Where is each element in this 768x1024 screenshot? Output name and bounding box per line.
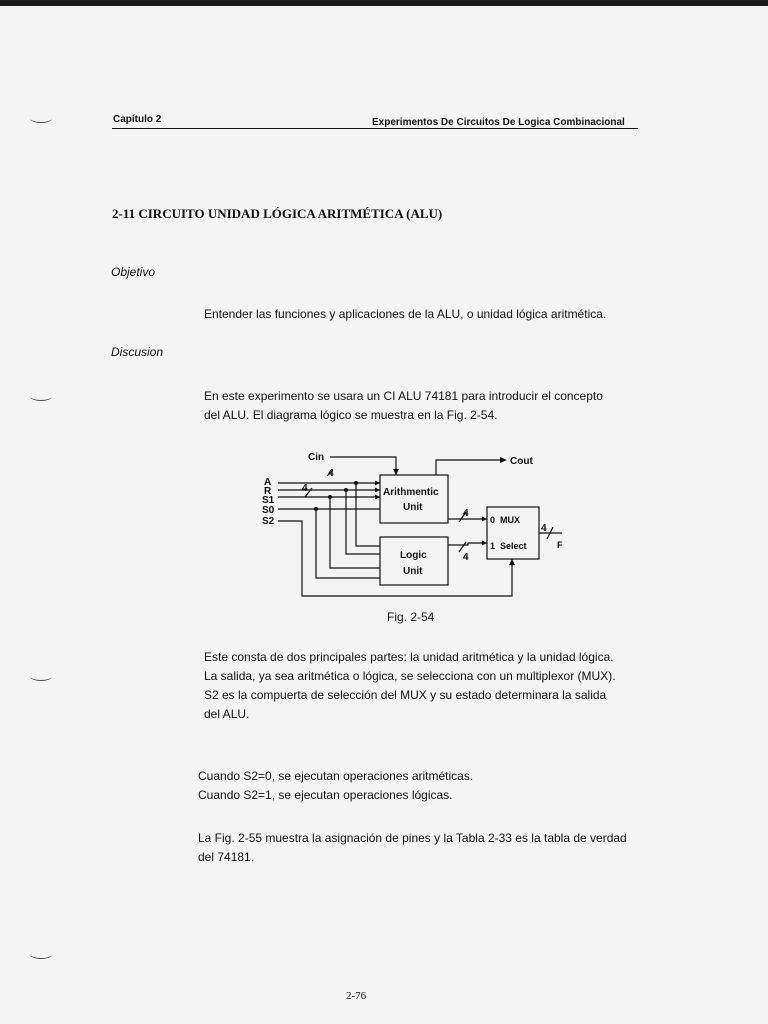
case-line: Cuando S2=1, se ejecutan operaciones lógicas. [198,788,453,802]
case-line: Cuando S2=0, se ejecutan operaciones aritméticas. [198,769,474,783]
input-s2-label: S2 [262,516,275,527]
objetivo-label: Objetivo [111,265,156,279]
mux-input-0-label: 0 MUX [490,515,521,525]
arithmetic-unit-label: Arithmentic [383,487,439,498]
objetivo-text [204,305,634,324]
discusion-line: En este experimento se usara un CI ALU 74181 para introducir el concepto [204,389,603,403]
pin-line: del 74181. [198,850,255,864]
input-s1-label: S1 [262,495,275,506]
cases-paragraph [198,767,628,805]
logic-unit-box [380,537,448,585]
arithmetic-unit-label: Unit [403,502,423,513]
binder-hole-mark [30,950,52,959]
cin-label: Cin [308,452,325,463]
binder-hole-mark [30,672,52,681]
parts-line: Este consta de dos principales partes: la unidad aritmética y la unidad lógica. [204,650,614,664]
pin-line: La Fig. 2-55 muestra la asignación de pines y la Tabla 2-33 es la tabla de verdad [198,831,627,845]
binder-hole-mark [30,392,52,401]
section-title: 2-11 CIRCUITO UNIDAD LÓGICA ARITMÉTICA (ALU) [112,206,443,221]
binder-hole-mark [30,114,52,123]
page-number: 2-76 [346,990,367,1002]
mux-box [487,507,539,559]
input-s0-label: S0 [262,505,275,516]
bus-width-label: 4 [463,508,469,519]
bus-width-label: 4 [328,468,334,479]
bus-width-label: 4 [463,552,469,563]
parts-line: S2 es la compuerta de selección del MUX y su estado determinara la salida [204,688,607,702]
logic-unit-label: Logic [400,550,427,561]
header-chapter: Capítulo 2 [113,114,162,125]
bus-width-label: 4 [302,483,308,494]
objetivo-line: Entender las funciones y aplicaciones de la ALU, o unidad lógica aritmética. [204,307,607,321]
parts-line: La salida, ya sea aritmética o lógica, se selecciona con un multiplexor (MUX). [204,669,616,683]
mux-input-1-label: 1 Select [490,541,527,551]
output-f-label: F [557,540,563,550]
input-a-label: A [264,477,272,488]
bus-width-label: 4 [541,523,547,534]
parts-line: del ALU. [204,707,250,721]
cout-label: Cout [510,456,533,467]
parts-paragraph [204,648,634,724]
arithmetic-unit-box [380,475,448,523]
input-b-label: R [264,486,272,497]
figure-caption: Fig. 2-54 [387,610,435,624]
logic-unit-label: Unit [403,566,423,577]
discusion-text [204,387,634,425]
pin-paragraph [198,829,628,867]
discusion-line: del ALU. El diagrama lógico se muestra en la Fig. 2-54. [204,408,498,422]
discusion-label: Discusion [111,345,164,359]
scan-top-edge [0,0,768,6]
header-section: Experimentos De Circuitos De Logica Combinacional [372,117,625,128]
header-rule [112,128,638,129]
